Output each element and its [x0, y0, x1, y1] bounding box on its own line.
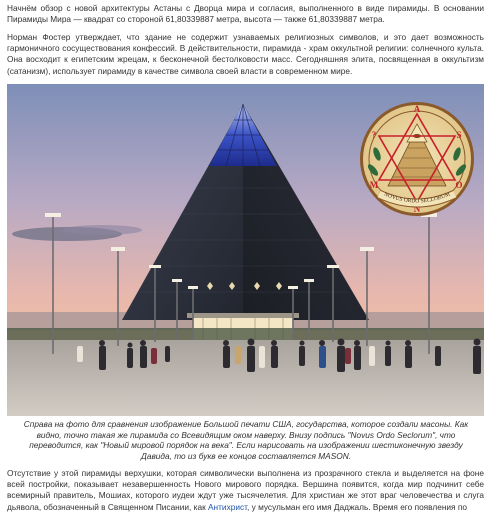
hedge	[7, 328, 484, 342]
design-paragraph: Норман Фостер утверждает, что здание не содержит узнаваемых религиозных символов, и это дает возможность гармоничного сосуществования конфессий. В действительности, пирамида - храм оккультной религии: солнечного культа. Она восходит к египетским жрецам, к бесконечной бестолковости масс. Сегодняшняя элита, посвященная в оккультизм (сатанизм), использует пирамиду в качестве символа своей власти в современном мире.	[7, 32, 484, 76]
svg-text:O: O	[455, 180, 463, 190]
antichrist-link[interactable]: Антихрист	[208, 501, 247, 512]
svg-text:N: N	[413, 204, 421, 214]
conclusion-text-start: Отсутствие у этой пирамиды верхушки, которая символически выполнена из прозрачного стекла и выделяется на фоне всей постройки, показывает незавершенность Нового мирового порядка. Вершина появится, когда мир подчинит себе всемирный правитель, Мошиах, которого иудеи ждут уже тысячелетия. Для христиан же этот враг человечества и слуга дьявола, обозначенный в Священном Писании, как	[7, 468, 484, 512]
seal-motto: NOVUS ORDO SECLORUM	[383, 191, 451, 205]
pyramid-photo	[7, 84, 484, 416]
photo-caption: Справа на фото для сравнения изображение Большой печати США, государства, которое создали масоны. Как видно, точно такая же пирамида со Всевидящим оком наверху. Внизу подпись "Novus Ordo Seclorum", что переводится, как "Новый мировой порядок на века". Если нарисовать на изображении шестиконечную звезду Давида, то из букв ее концов составляется MASON.	[23, 419, 469, 461]
svg-text:M: M	[369, 180, 379, 190]
intro-paragraph: Начнём обзор с новой архитектуры Астаны с Дворца мира и согласия, выполненного в виде пирамиды. В основании Пирамиды Мира — квадрат со стороной 61,80339887 метра, высота — также 61,80339887 метра.	[7, 3, 484, 25]
svg-text:?: ?	[371, 130, 377, 140]
entrance-canopy	[187, 313, 299, 318]
great-seal-emblem	[360, 102, 474, 216]
svg-text:S: S	[456, 130, 462, 140]
cloud	[62, 225, 142, 235]
conclusion-paragraph	[7, 468, 484, 513]
conclusion-text-end: , у мусульман его имя Даджаль. Время его появления по	[247, 501, 467, 512]
svg-text:A: A	[413, 104, 421, 114]
